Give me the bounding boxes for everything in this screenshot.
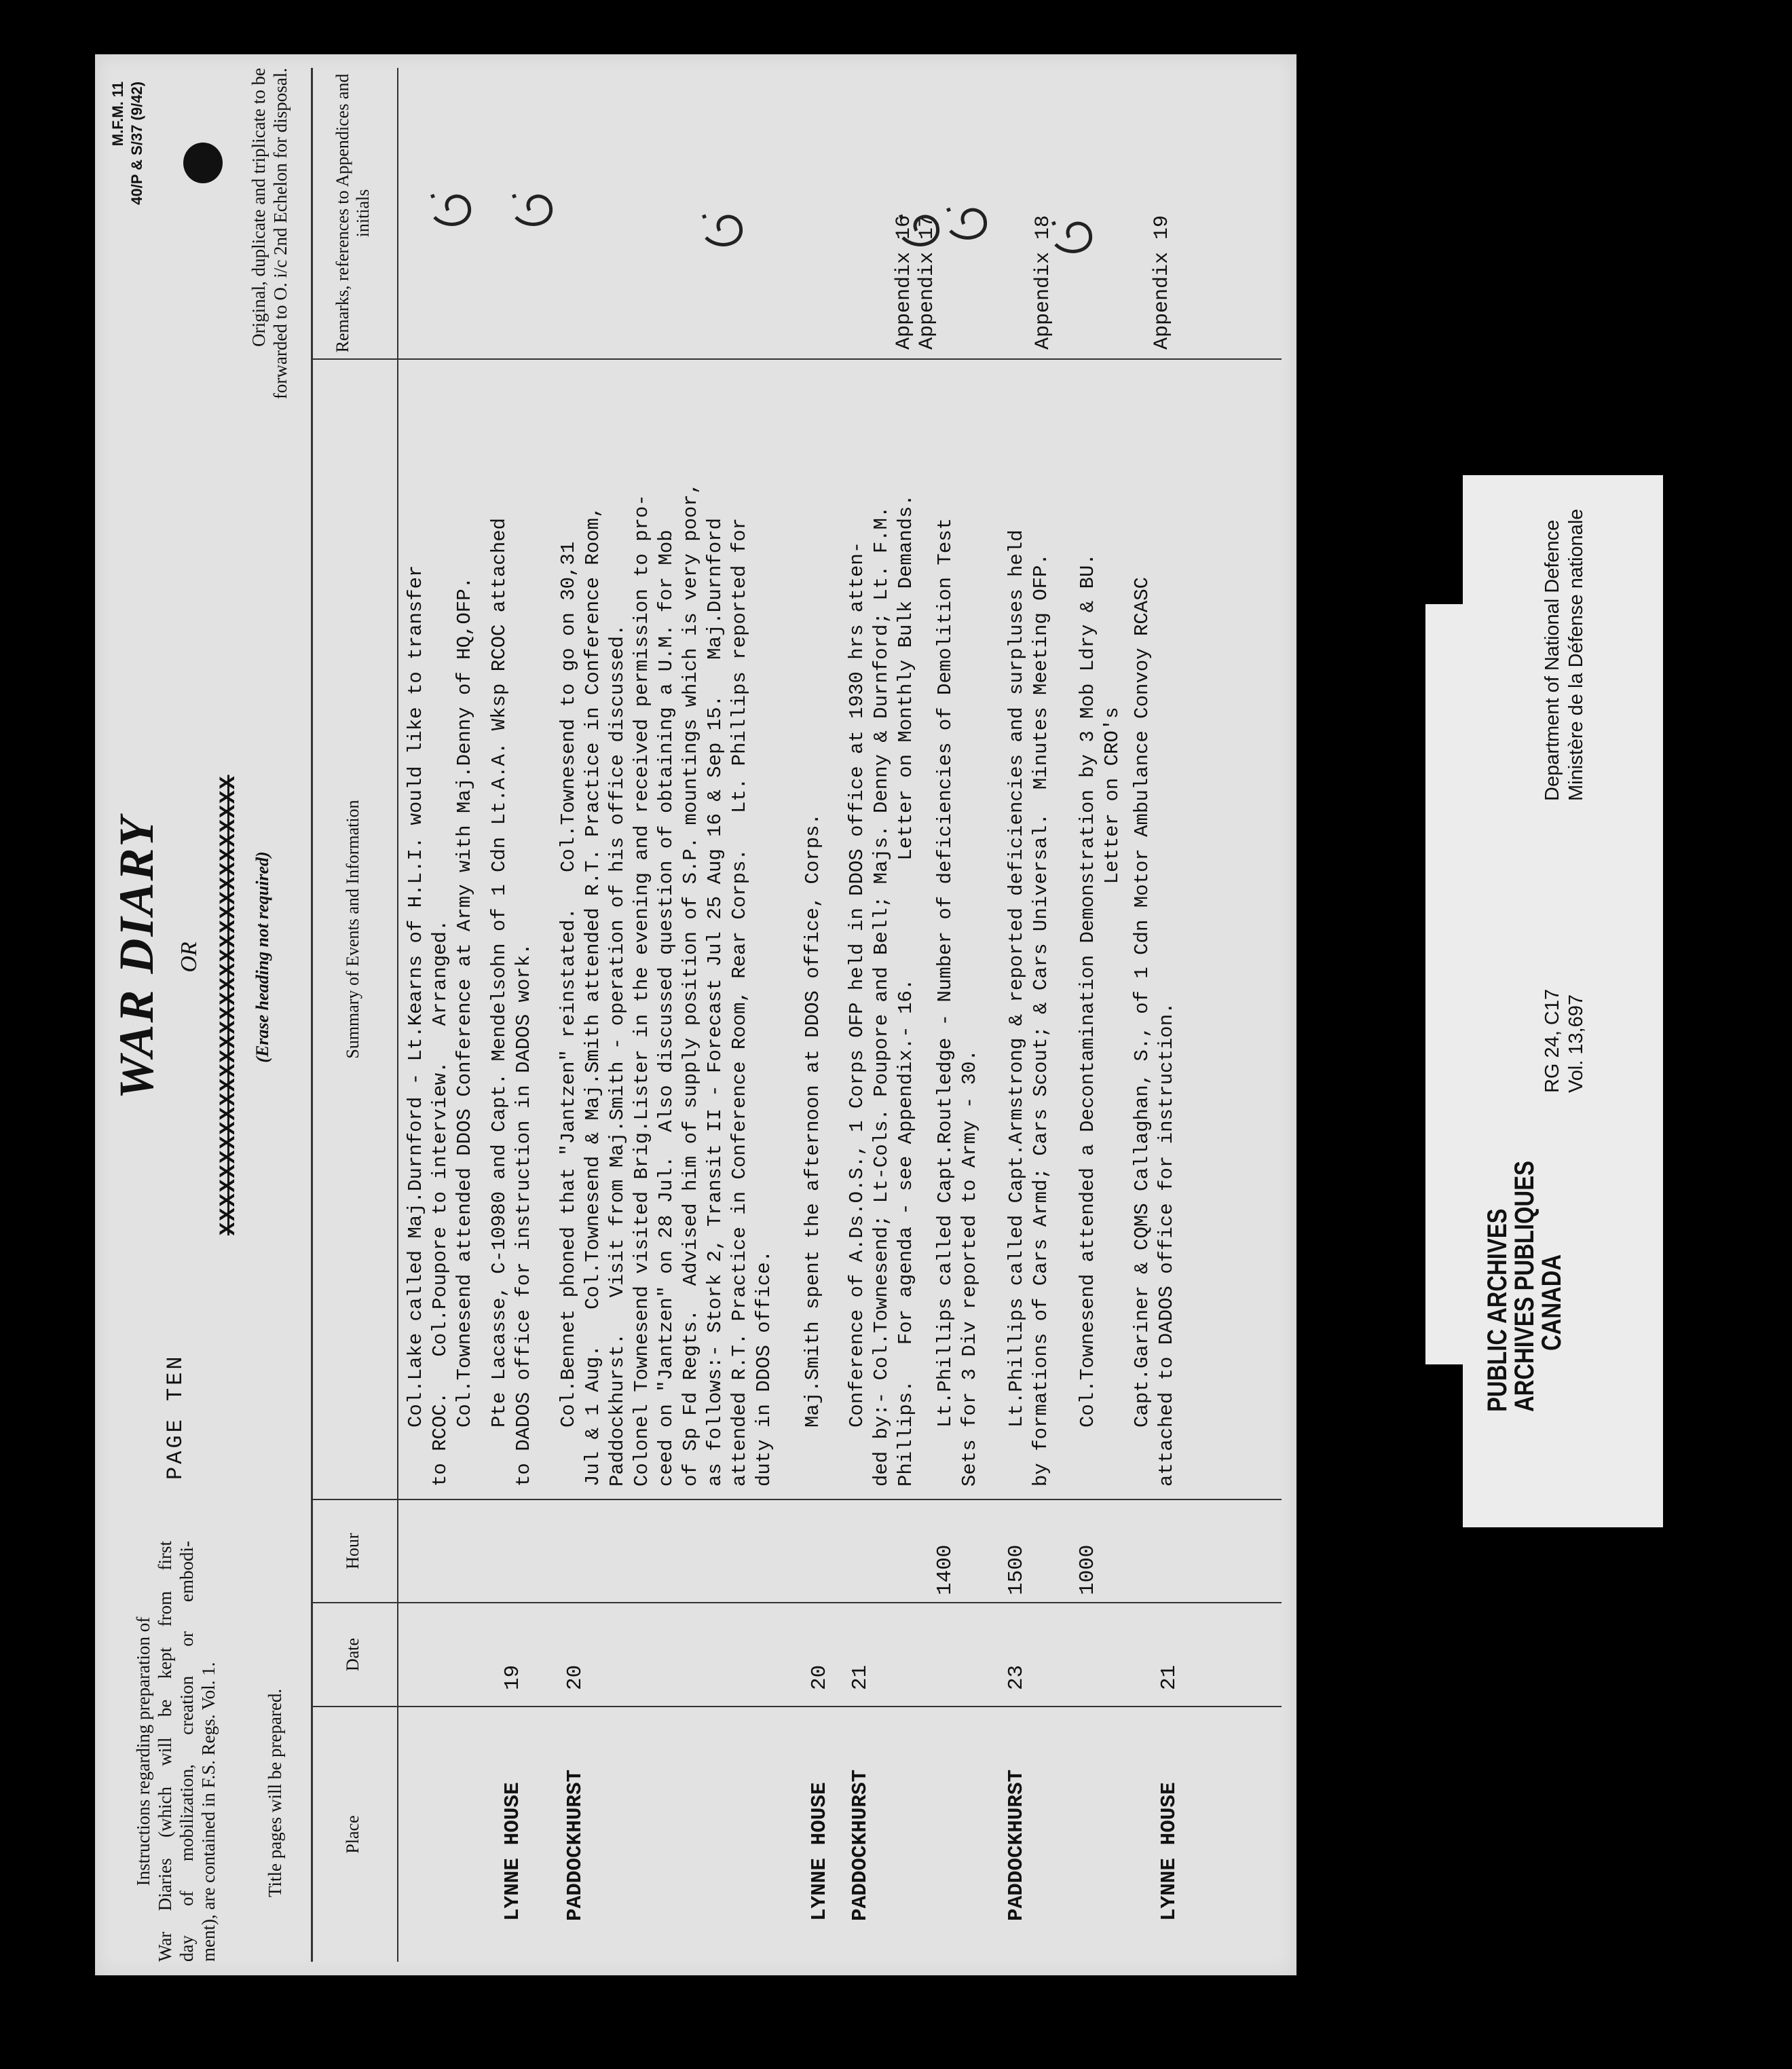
- entry-summary: Capt.Gariner & CQMS Callaghan, S., of 1 Cdn Motor Ambulance Convoy RCASC attached to DADOS office for instruction.: [1131, 576, 1178, 1487]
- struck-out-heading: XXXXXXXXXXXXXXXXXXXXXXXXXXXXXXXX: [216, 775, 241, 1235]
- handwritten-initials: [937, 190, 998, 251]
- entry-summary: Lt.Phillips called Capt.Armstrong & reported deficiencies and surpluses held by formations of Cars Armd; Cars Scout; & Cars Universal. Minutes Meeting OFP.: [1005, 529, 1052, 1487]
- column-header-place: Place: [343, 1815, 362, 1854]
- archive-country: CANADA: [1537, 1254, 1567, 1351]
- or-label: OR: [176, 942, 202, 973]
- department-fr: Ministère de la Défense nationale: [1565, 508, 1587, 801]
- erase-heading-note: (Erase heading not required): [253, 851, 272, 1063]
- table-header-rule: [397, 68, 398, 1962]
- entry-place: LYNNE HOUSE: [501, 1782, 525, 1921]
- instructions-line: War Diaries (which will be kept from first: [155, 1541, 175, 1962]
- handwritten-initials: [421, 176, 482, 238]
- column-header-hour: Hour: [343, 1533, 362, 1569]
- form-number-line: M.F.M. 11: [109, 81, 126, 147]
- entry-place: PADDOCKHURST: [848, 1769, 872, 1921]
- instructions-line: ment), are contained in F.S. Regs. Vol. 1.: [198, 1662, 219, 1962]
- column-divider: [311, 358, 1282, 360]
- entry-place: PADDOCKHURST: [563, 1769, 587, 1921]
- handwritten-initials: [692, 197, 753, 258]
- entry-summary: Maj.Smith spent the afternoon at DDOS office, Corps.: [802, 813, 824, 1487]
- entry-date: 20: [808, 1664, 832, 1690]
- war-diary-content: [95, 54, 1296, 1975]
- entry-place: LYNNE HOUSE: [1157, 1782, 1181, 1921]
- entry-summary: Lt.Phillips called Capt.Routledge - Number of deficiencies of Demolition Test Sets for 3 Div reported to Army - 30.: [934, 517, 981, 1487]
- instructions-line: Instructions regarding preparation of: [133, 1616, 153, 1886]
- entry-hour: 1400: [933, 1544, 957, 1595]
- archive-name: PUBLIC ARCHIVES: [1482, 1208, 1512, 1412]
- entry-summary: Col.Lake called Maj.Durnford - Lt.Kearns of H.L.I. would like to transfer to RCOC. Col.Poupore to interview. Arranged. Col.Townesend attended DDOS Conference at Army with Maj.Denny of HQ,OFP.: [405, 565, 476, 1487]
- department-en: Department of National Defence: [1542, 519, 1563, 801]
- entry-remark: Appendix 16 Appendix 17: [893, 215, 939, 350]
- entry-date: 19: [501, 1664, 525, 1690]
- column-header-date: Date: [343, 1637, 362, 1672]
- entry-hour: 1500: [1005, 1544, 1028, 1595]
- column-divider: [311, 1499, 1282, 1500]
- handwritten-initials: [1042, 204, 1103, 265]
- entry-remark: Appendix 19: [1151, 215, 1174, 350]
- instructions-block: [132, 1541, 219, 1962]
- archive-label-card: [1463, 475, 1663, 1527]
- disposal-note-line: Original, duplicate and triplicate to be: [248, 68, 269, 347]
- war-diary-page: [95, 54, 1296, 1975]
- instructions-line: day of mobilization, creation or embodi-: [176, 1541, 197, 1962]
- entry-place: PADDOCKHURST: [1005, 1769, 1028, 1921]
- entry-place: LYNNE HOUSE: [808, 1782, 832, 1921]
- handwritten-initials: [502, 176, 563, 238]
- entry-date: 21: [848, 1664, 872, 1690]
- column-divider: [311, 1602, 1282, 1603]
- column-header-remarks: Remarks, references to Appendices and initials: [333, 73, 373, 353]
- entry-summary: Conference of A.Ds.O.S., 1 Corps OFP held in DDOS office at 1930 hrs atten- ded by:- Col.Townesend; Lt-Cols. Poupore and Bell; Majs. Denny & Durnford; Lt. F.M. Phillips. For agenda - see Appendix.- 16. Letter on Monthly Bulk Demands.: [846, 494, 917, 1487]
- page-number: PAGE TEN: [163, 1354, 188, 1480]
- volume-number: Vol. 13,697: [1565, 994, 1587, 1093]
- column-header-summary: Summary of Events and Information: [343, 800, 362, 1059]
- archive-card-tab: [1425, 604, 1466, 1364]
- title-pages-note: Title pages will be prepared.: [265, 1688, 285, 1897]
- entry-summary: Pte Lacasse, C-10980 and Capt. Mendelsohn of 1 Cdn Lt.A.A. Wksp RCOC attached to DADOS office for instruction in DADOS work.: [488, 517, 535, 1487]
- archive-name-fr: ARCHIVES PUBLIQUES: [1510, 1161, 1539, 1412]
- entry-date: 21: [1157, 1664, 1181, 1690]
- page-title: WAR DIARY: [109, 815, 164, 1100]
- form-number-line: 40/P & S/37 (9/42): [128, 81, 145, 205]
- entry-hour: 1000: [1076, 1544, 1100, 1595]
- record-group: RG 24, C17: [1542, 988, 1563, 1093]
- form-number: [109, 81, 147, 305]
- entry-summary: Col.Bennet phoned that "Jantzen" reinstated. Col.Townesend to go on 30,31 Jul & 1 Aug. Col.Townesend & Maj.Smith attended R.T. Practice in Conference Room, Paddockhurst. Visit from Maj.Smith - operation of his office discussed. Colonel Townesend visited Brig.Lister in the evening and received permission to pro- ceed on "Jantzen" on 28 Jul. Also discussed question of obtaining a U.M. for Mob of Sp Fd Regts. Advised him of supply position of S.P. mountings which is very poor, as follows:- Stork 2, Transit II - Forecast Jul 25 Aug 16 & Sep 15. Maj.Durnford attended R.T. Practice in Conference Room, Rear Corps. Lt. Phillips reported for duty in DDOS office.: [557, 482, 775, 1487]
- entry-date: 20: [563, 1664, 587, 1690]
- column-divider: [311, 1706, 1282, 1707]
- archive-label-content: [1463, 475, 1663, 1527]
- disposal-note-line: forwarded to O. i/c 2nd Echelon for disposal.: [270, 68, 291, 400]
- entry-date: 23: [1005, 1664, 1028, 1690]
- disposal-note: [248, 68, 291, 421]
- entry-remark: Appendix 18: [1032, 215, 1055, 350]
- entry-summary: Col.Townesend attended a Decontamination Demonstration by 3 Mob Ldry & BU. Letter on CRO's: [1077, 553, 1123, 1428]
- punch-hole: [183, 143, 223, 183]
